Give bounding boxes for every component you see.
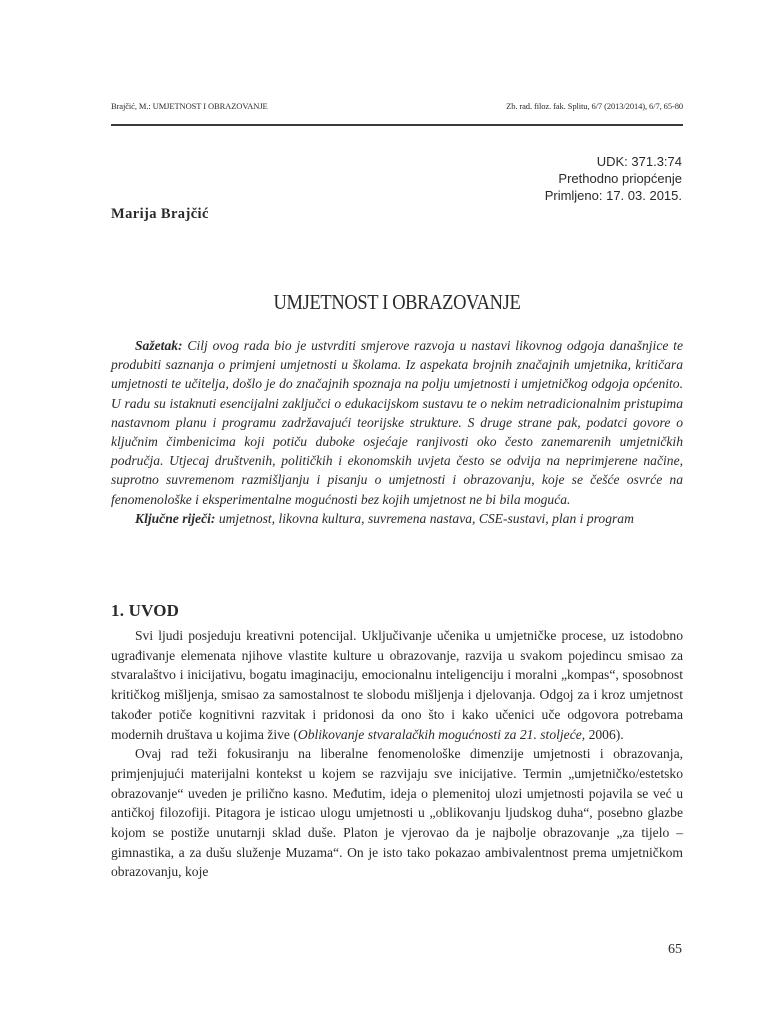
abstract-label: Sažetak: xyxy=(135,338,183,353)
body-text xyxy=(111,626,683,882)
article-meta xyxy=(545,153,682,204)
abstract xyxy=(111,336,683,528)
udk-code: UDK: 371.3:74 xyxy=(596,154,682,169)
running-header-left: Brajčić, M.: UMJETNOST I OBRAZOVANJE xyxy=(111,101,268,111)
article-title: UMJETNOST I OBRAZOVANJE xyxy=(273,290,521,314)
running-header xyxy=(111,101,683,115)
received-date: Primljeno: 17. 03. 2015. xyxy=(544,188,682,203)
citation-title: Oblikovanje stvaralačkih mogućnosti za 21. stoljeće xyxy=(297,726,582,742)
keywords-label: Ključne riječi: xyxy=(135,510,216,526)
article-type: Prethodno priopćenje xyxy=(558,171,682,186)
paragraph-2: Ovaj rad teži fokusiranju na liberalne fenomenološke dimenzije umjetnosti i obrazovanja, primjenjujući materijalni kontekst u kojem se razvijaju sve inicijative. Termin „umjetničko/estetsko obrazovanje“ uveden je prilično kasno. Međutim, ideja o plemenitoj ulozi umjetnosti pojavila se već u antičkoj filozofiji. Pitagora je isticao ulogu umjetnosti u „oblikovanju ljudskog duha“, posebno glazbe kojom se postiže unutarnji sklad duše. Platon je vjerovao da je najbolje obrazovanje „za tijelo – gimnastika, a za dušu služenje Muzama“. On je isto tako pokazao ambivalentnost prema umjetničkom obrazovanju, koje xyxy=(111,746,683,880)
paragraph-1-end: , 2006). xyxy=(581,726,624,742)
header-divider xyxy=(111,124,683,126)
paragraph-1-text: Svi ljudi posjeduju kreativni potencijal. Uključivanje učenika u umjetničke procese, uz istodobno ugrađivanje elemenata njihove vlastite kulture u obrazovanje, razvija u svakom pojedincu smisao za stvaralaštvo i inicijativu, bogatu imaginaciju, emocionalnu inteligenciju i moralni „kompas“, sposobnost kritičkog mišljenja, smisao za samostalnost te slobodu mišljenja i djelovanja. Odgoj za i kroz umjetnost također potiče kognitivni razvitak i pridonosi da ono što i kako učenici uče odgovora potrebama modernih društava u kojima žive ( xyxy=(111,628,683,742)
abstract-paragraph xyxy=(111,336,683,509)
keywords-text: umjetnost, likovna kultura, suvremena nastava, CSE-sustavi, plan i program xyxy=(215,510,634,526)
running-header-right: Zb. rad. filoz. fak. Splitu, 6/7 (2013/2014), 6/7, 65-80 xyxy=(506,101,683,111)
abstract-text: Cilj ovog rada bio je ustvrditi smjerove razvoja u nastavi likovnog odgoja današnjice te produbiti saznanja o primjeni umjetnosti u školama. Iz aspekata brojnih značajnih umjetnika, kritičara umjetnosti te učitelja, došlo je do značajnih spoznaja na polju umjetnosti i umjetničkog odgoja općenito. U radu su istaknuti esencijalni zaključci o edukacijskom sustavu te o nekim netradicionalnim pristupima nastavnom planu i programu zadržavajući teorijske strukture. S druge strane pak, podatci govore o ključnim čimbenicima koji potiču duboke osjećaje ranjivosti oko često zanemarenih umjetničkih područja. Utjecaj društvenih, političkih i ekonomskih uvjeta često se odvija na neprimjerene načine, suprotno suvremenom razmišljanju i pisanju o umjetnosti i obrazovanju, koje se češće osvrće na fenomenološke i eksperimentalne mogućnosti bez kojih umjetnost ne bi bila moguća. xyxy=(111,338,683,507)
paragraph-1 xyxy=(111,626,683,744)
section-heading: 1. UVOD xyxy=(111,601,180,620)
page-number: 65 xyxy=(668,942,682,957)
keywords-paragraph xyxy=(111,509,683,528)
author-name: Marija Brajčić xyxy=(111,206,209,222)
